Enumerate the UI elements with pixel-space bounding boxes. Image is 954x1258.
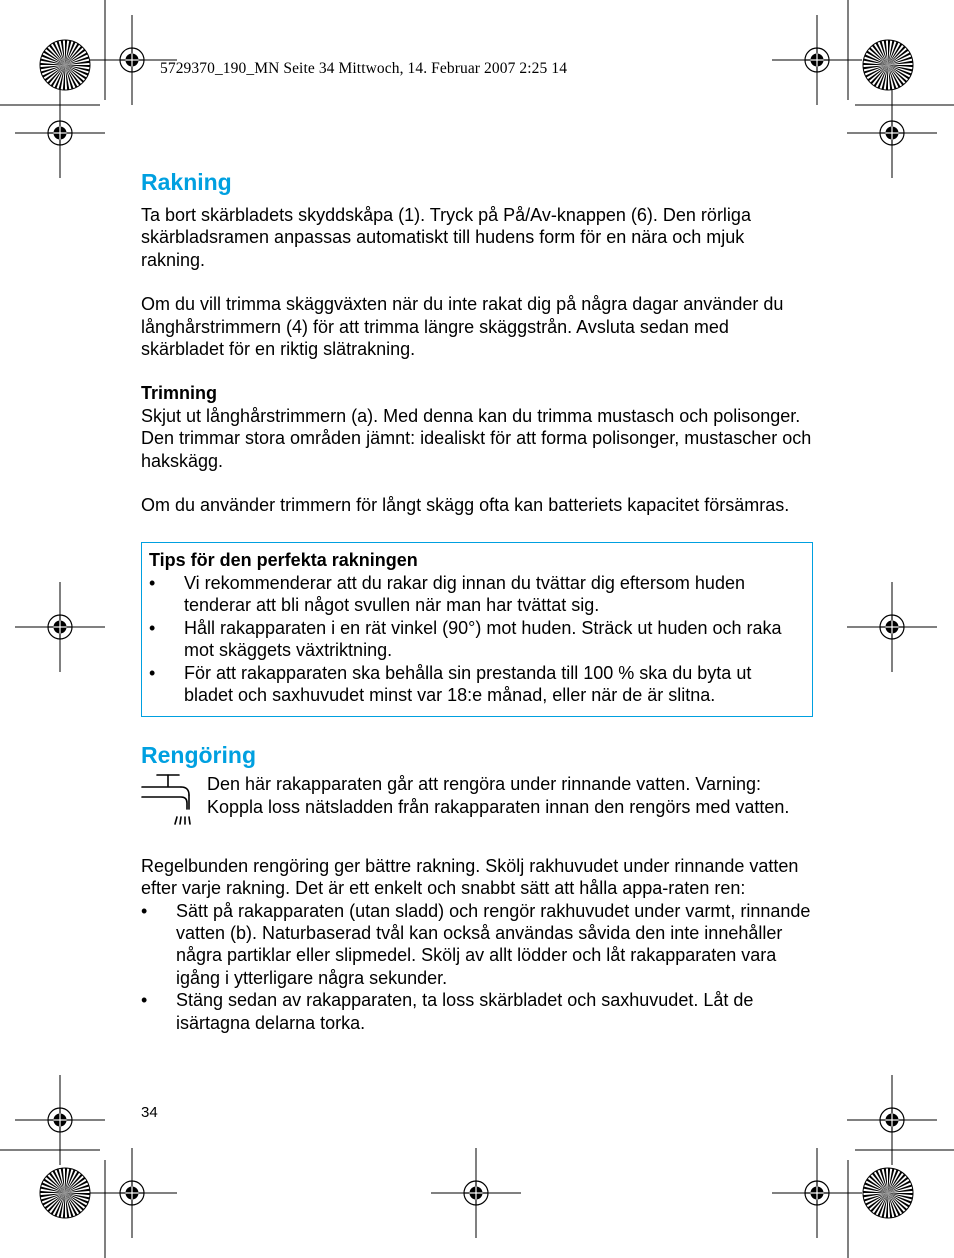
list-item: • Stäng sedan av rakapparaten, ta loss skärbladet och saxhuvudet. Låt de isärtagna delarna torka. [141,989,813,1034]
list-item: • Sätt på rakapparaten (utan sladd) och rengör rakhuvudet under varmt, rinnande vatten (b). Naturbaserad tvål kan också användas såvida den inte innehåller några partiklar eller slipmedel. Skölj av allt lödder och låt rakapparaten vara igång i ytterligare några sekunder. [141,900,813,990]
water-tap-icon [141,773,197,827]
paragraph: Om du vill trimma skäggväxten när du inte rakat dig på några dagar använder du långhårstrimmern (4) för att trimma längre skäggstrån. Avsluta sedan med skärbladet för en riktig slätrakning. [141,294,784,360]
tips-list [149,572,800,706]
list-item: • Vi rekommenderar att du rakar dig innan du tvättar dig eftersom huden tenderar att bli något svullen när man har tvättat sig. [149,572,800,617]
section-heading-rengoring: Rengöring [141,742,256,769]
list-item: • För att rakapparaten ska behålla sin prestanda till 100 % ska du byta ut bladet och saxhuvudet minst var 18:e månad, eller när de är slitna. [149,662,800,707]
subheading-trimning: Trimning [141,383,217,404]
tips-box [141,542,813,717]
section-heading-rakning: Rakning [141,169,232,195]
cleaning-list [141,900,813,1034]
print-slug-line: 5729370_190_MN Seite 34 Mittwoch, 14. Februar 2007 2:25 14 [160,60,568,77]
paragraph: Skjut ut långhårstrimmern (a). Med denna kan du trimma mustasch och polisonger. Den trimmar stora områden jämnt: idealiskt för att forma polisonger, mustascher och hakskägg. [141,405,812,471]
paragraph: Om du använder trimmern för långt skägg ofta kan batteriets kapacitet försämras. [141,495,790,516]
page-number: 34 [141,1104,158,1121]
tap-note [141,773,813,832]
list-item: • Håll rakapparaten i en rät vinkel (90°) mot huden. Sträck ut huden och raka mot skäggets växtriktning. [149,617,800,662]
paragraph: Ta bort skärbladets skyddskåpa (1). Tryck på På/Av-knappen (6). Den rörliga skärbladsramen anpassas automatiskt till hudens form för en nära och mjuk rakning. [141,205,751,270]
paragraph: Regelbunden rengöring ger bättre rakning. Skölj rakhuvudet under rinnande vatten efter varje rakning. Det är ett enkelt och snabbt sätt att hålla appa-raten ren: [141,855,799,899]
tips-title: Tips för den perfekta rakningen [149,550,418,571]
tap-note-text: Den här rakapparaten går att rengöra under rinnande vatten. Varning: Koppla loss nätsladden från rakapparaten innan den rengörs med vatten. [207,774,790,817]
page-content [141,168,813,1034]
